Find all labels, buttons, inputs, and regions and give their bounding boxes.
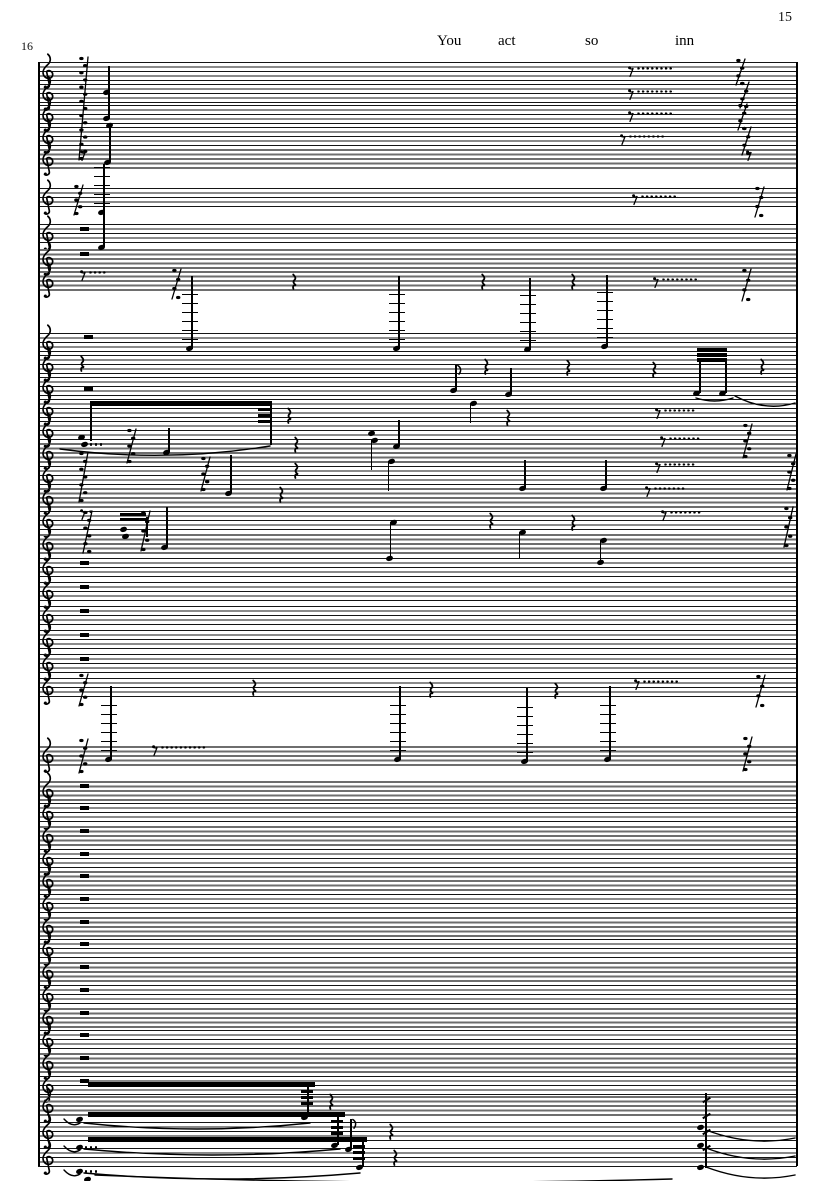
whole-rest [80,609,89,613]
ledger-line [101,723,117,724]
note-stem [230,455,231,493]
staff [38,333,797,352]
staff [38,488,797,508]
ledger-line [600,723,616,724]
beam [697,353,727,357]
quarter-rest [388,1124,396,1140]
note-stem [388,461,389,491]
grace-note-run [200,457,212,491]
ledger-line [101,741,117,742]
beam [90,401,272,406]
note-stem [390,522,391,558]
eighth-flag [352,1119,358,1129]
ledger-line [520,304,536,305]
ledger-line [517,707,533,708]
whole-rest [80,1056,89,1060]
staff [38,985,797,1004]
note-stem [108,90,109,118]
ledger-line [182,294,198,295]
ledger-line [600,714,616,715]
ledger-line [389,330,405,331]
ledger-line [600,705,616,706]
note-stem [605,460,606,488]
grace-note-run [754,187,766,217]
quarter-rest [291,274,299,290]
ledger-line [600,741,616,742]
slur [58,444,272,467]
staff [38,149,797,169]
whole-rest [80,585,89,589]
quarter-rest [428,682,436,698]
quarter-rest [286,408,294,424]
whole-rest [80,561,89,565]
rest-dot-trail [662,278,699,281]
rest-dot-trail [89,271,107,274]
ledger-line [101,705,117,706]
whole-rest [80,1011,89,1015]
staff [38,84,797,103]
note-stem [398,420,399,446]
staff [38,1008,797,1028]
quarter-rest [392,1150,400,1166]
whole-rest [80,920,89,924]
eighth-rest [628,111,635,122]
ledger-line [101,714,117,715]
ledger-line [520,313,536,314]
note-stem [108,66,109,92]
lyric-word: so [585,33,599,49]
eighth-rest [632,194,639,205]
whole-rest [80,252,89,256]
staff [38,939,797,958]
quarter-rest [480,274,488,290]
slur [93,1173,674,1181]
rest-dot-trail [654,487,686,490]
ledger-line [182,339,198,340]
whole-rest [80,806,89,810]
staff [38,188,797,207]
beam [88,1137,367,1142]
eighth-rest [746,150,753,161]
eighth-rest [655,462,662,473]
note-stem [168,428,169,452]
note-stem [510,368,511,394]
ledger-line [597,310,613,311]
note-stem [109,124,110,162]
grace-note-run [78,674,90,706]
whole-rest [80,874,89,878]
eighth-rest [628,89,635,100]
ledger-line [389,294,405,295]
whole-rest [80,784,89,788]
eighth-rest [661,510,668,521]
ledger-line [94,203,110,204]
ledger-line [94,176,110,177]
note-stem [103,211,104,247]
grace-note-run [741,269,753,301]
whole-rest [80,633,89,637]
tremolo-beam [258,420,270,423]
note-stem [470,403,471,423]
slur [62,1117,82,1132]
rest-dot-trail [637,112,674,115]
barline [38,62,40,1166]
rest-dot-trail [669,437,701,440]
grace-note-run [78,739,90,773]
ledger-line [390,723,406,724]
ledger-line [520,340,536,341]
ledger-line [389,339,405,340]
stem [90,401,92,441]
quarter-rest [759,359,767,375]
eighth-rest [660,436,667,447]
ledger-line [597,301,613,302]
grace-note-run [786,454,798,490]
stem [362,1142,364,1167]
beam [88,1112,345,1117]
ledger-line [597,328,613,329]
ledger-line [517,752,533,753]
tremolo-beam [258,414,270,417]
stem [725,360,727,393]
ledger-line [390,705,406,706]
ledger-line [520,322,536,323]
eighth-rest [80,150,87,161]
whole-rest [80,942,89,946]
rest-dot-trail [629,135,666,138]
quarter-rest [488,513,496,529]
treble-clef-icon [40,1139,55,1177]
staff [38,917,797,937]
eighth-flag [457,365,463,375]
staff [38,606,797,625]
treble-clef-icon [40,669,55,707]
grace-note-run [755,675,767,707]
whole-rest [80,965,89,969]
stem [699,360,701,393]
rest-dot-trail [641,195,678,198]
staff [38,224,797,243]
stem [270,401,272,445]
whole-rest [80,988,89,992]
lyric-word: act [498,33,516,49]
grace-note-run [140,511,152,551]
barline [796,62,798,1166]
slur [82,1147,342,1165]
staff [38,803,797,822]
ledger-line [390,750,406,751]
ledger-line [597,292,613,293]
staff [38,62,797,81]
eighth-rest [152,745,159,756]
eighth-rest [634,679,641,690]
slur [704,1165,797,1181]
whole-rest [84,335,93,339]
staff [38,871,797,891]
rest-dot-trail [670,511,702,514]
staff [38,582,797,601]
quarter-rest [570,274,578,290]
eighth-rest [620,134,627,145]
quarter-rest [293,463,301,479]
quarter-rest [278,487,286,503]
slur [694,396,735,408]
staff [38,781,797,801]
quarter-rest [565,360,573,376]
quarter-rest [328,1094,336,1110]
slur [733,394,797,416]
ledger-line [390,741,406,742]
eighth-rest [655,408,662,419]
rest-dot-trail [643,680,680,683]
staff [38,377,797,396]
lyric-word: You [437,33,462,49]
note-head [83,1176,91,1181]
rest-dot-trail [664,463,696,466]
quarter-rest [293,437,301,453]
rest-dot-trail [637,90,674,93]
staff [38,558,797,577]
ledger-line [182,303,198,304]
staff [38,849,797,868]
ledger-line [182,330,198,331]
eighth-rest [653,277,660,288]
note-head [119,526,127,533]
ledger-line [600,732,616,733]
grace-note-run [742,737,754,771]
grace-note-run [78,452,90,502]
staff [38,127,797,146]
staff [38,678,797,697]
quarter-rest [505,410,513,426]
grace-note-run [82,511,94,553]
rest-dot-trail [637,67,674,70]
ledger-line [182,312,198,313]
whole-rest [80,227,89,231]
note-stem [103,164,104,213]
ledger-line [390,714,406,715]
ledger-line [94,194,110,195]
beam [697,358,727,362]
staff [38,466,797,485]
beam [697,348,727,352]
note-stem [166,507,167,547]
eighth-rest [645,486,652,497]
ledger-line [517,734,533,735]
rest-dot-trail [664,409,696,412]
lyric-word: inn [675,33,695,49]
whole-rest [80,897,89,901]
note-stem [524,460,525,488]
ledger-line [597,337,613,338]
ledger-line [101,750,117,751]
beam [88,1082,315,1087]
whole-rest [80,657,89,661]
quarter-rest [483,359,491,375]
note-head [355,1164,363,1171]
grace-note-run [742,424,754,458]
ledger-line [390,732,406,733]
page-number: 15 [778,10,792,25]
grace-note-run [78,57,90,160]
whole-rest [80,852,89,856]
slur [62,1144,82,1159]
ledger-line [517,725,533,726]
eighth-rest [80,270,87,281]
ledger-line [389,303,405,304]
staff [38,249,797,269]
treble-clef-icon [40,140,55,178]
ledger-line [517,716,533,717]
note-stem [371,440,372,470]
staff [38,355,797,374]
staff [38,630,797,649]
treble-clef-icon [40,179,55,217]
tremolo-beam [258,408,270,411]
ledger-line [597,319,613,320]
measure-number: 16 [21,39,33,53]
staff [38,654,797,673]
whole-rest [80,829,89,833]
ledger-line [389,312,405,313]
grace-note-run [73,185,85,215]
slur [62,1168,82,1181]
ledger-line [182,321,198,322]
eighth-rest [628,66,635,77]
staff [38,894,797,913]
rest-dot-trail [161,746,207,749]
treble-clef-icon [40,737,55,775]
grace-note-run [783,507,795,547]
staff [38,826,797,846]
quarter-rest [553,683,561,699]
ledger-line [520,295,536,296]
note-head [696,1164,704,1171]
ledger-line [94,167,110,168]
whole-rest [80,1033,89,1037]
staff [38,1053,797,1073]
staff [38,962,797,982]
ledger-line [389,321,405,322]
staff [38,105,797,124]
treble-clef-icon [40,262,55,300]
staff [38,1030,797,1049]
quarter-rest [651,362,659,378]
whole-rest [84,387,93,391]
quarter-rest [570,515,578,531]
ledger-line [517,743,533,744]
quarter-rest [251,680,259,696]
ledger-line [94,185,110,186]
ledger-line [101,732,117,733]
note-stem [519,532,520,558]
ledger-line [520,331,536,332]
quarter-rest [79,356,87,372]
ledger-line [600,750,616,751]
